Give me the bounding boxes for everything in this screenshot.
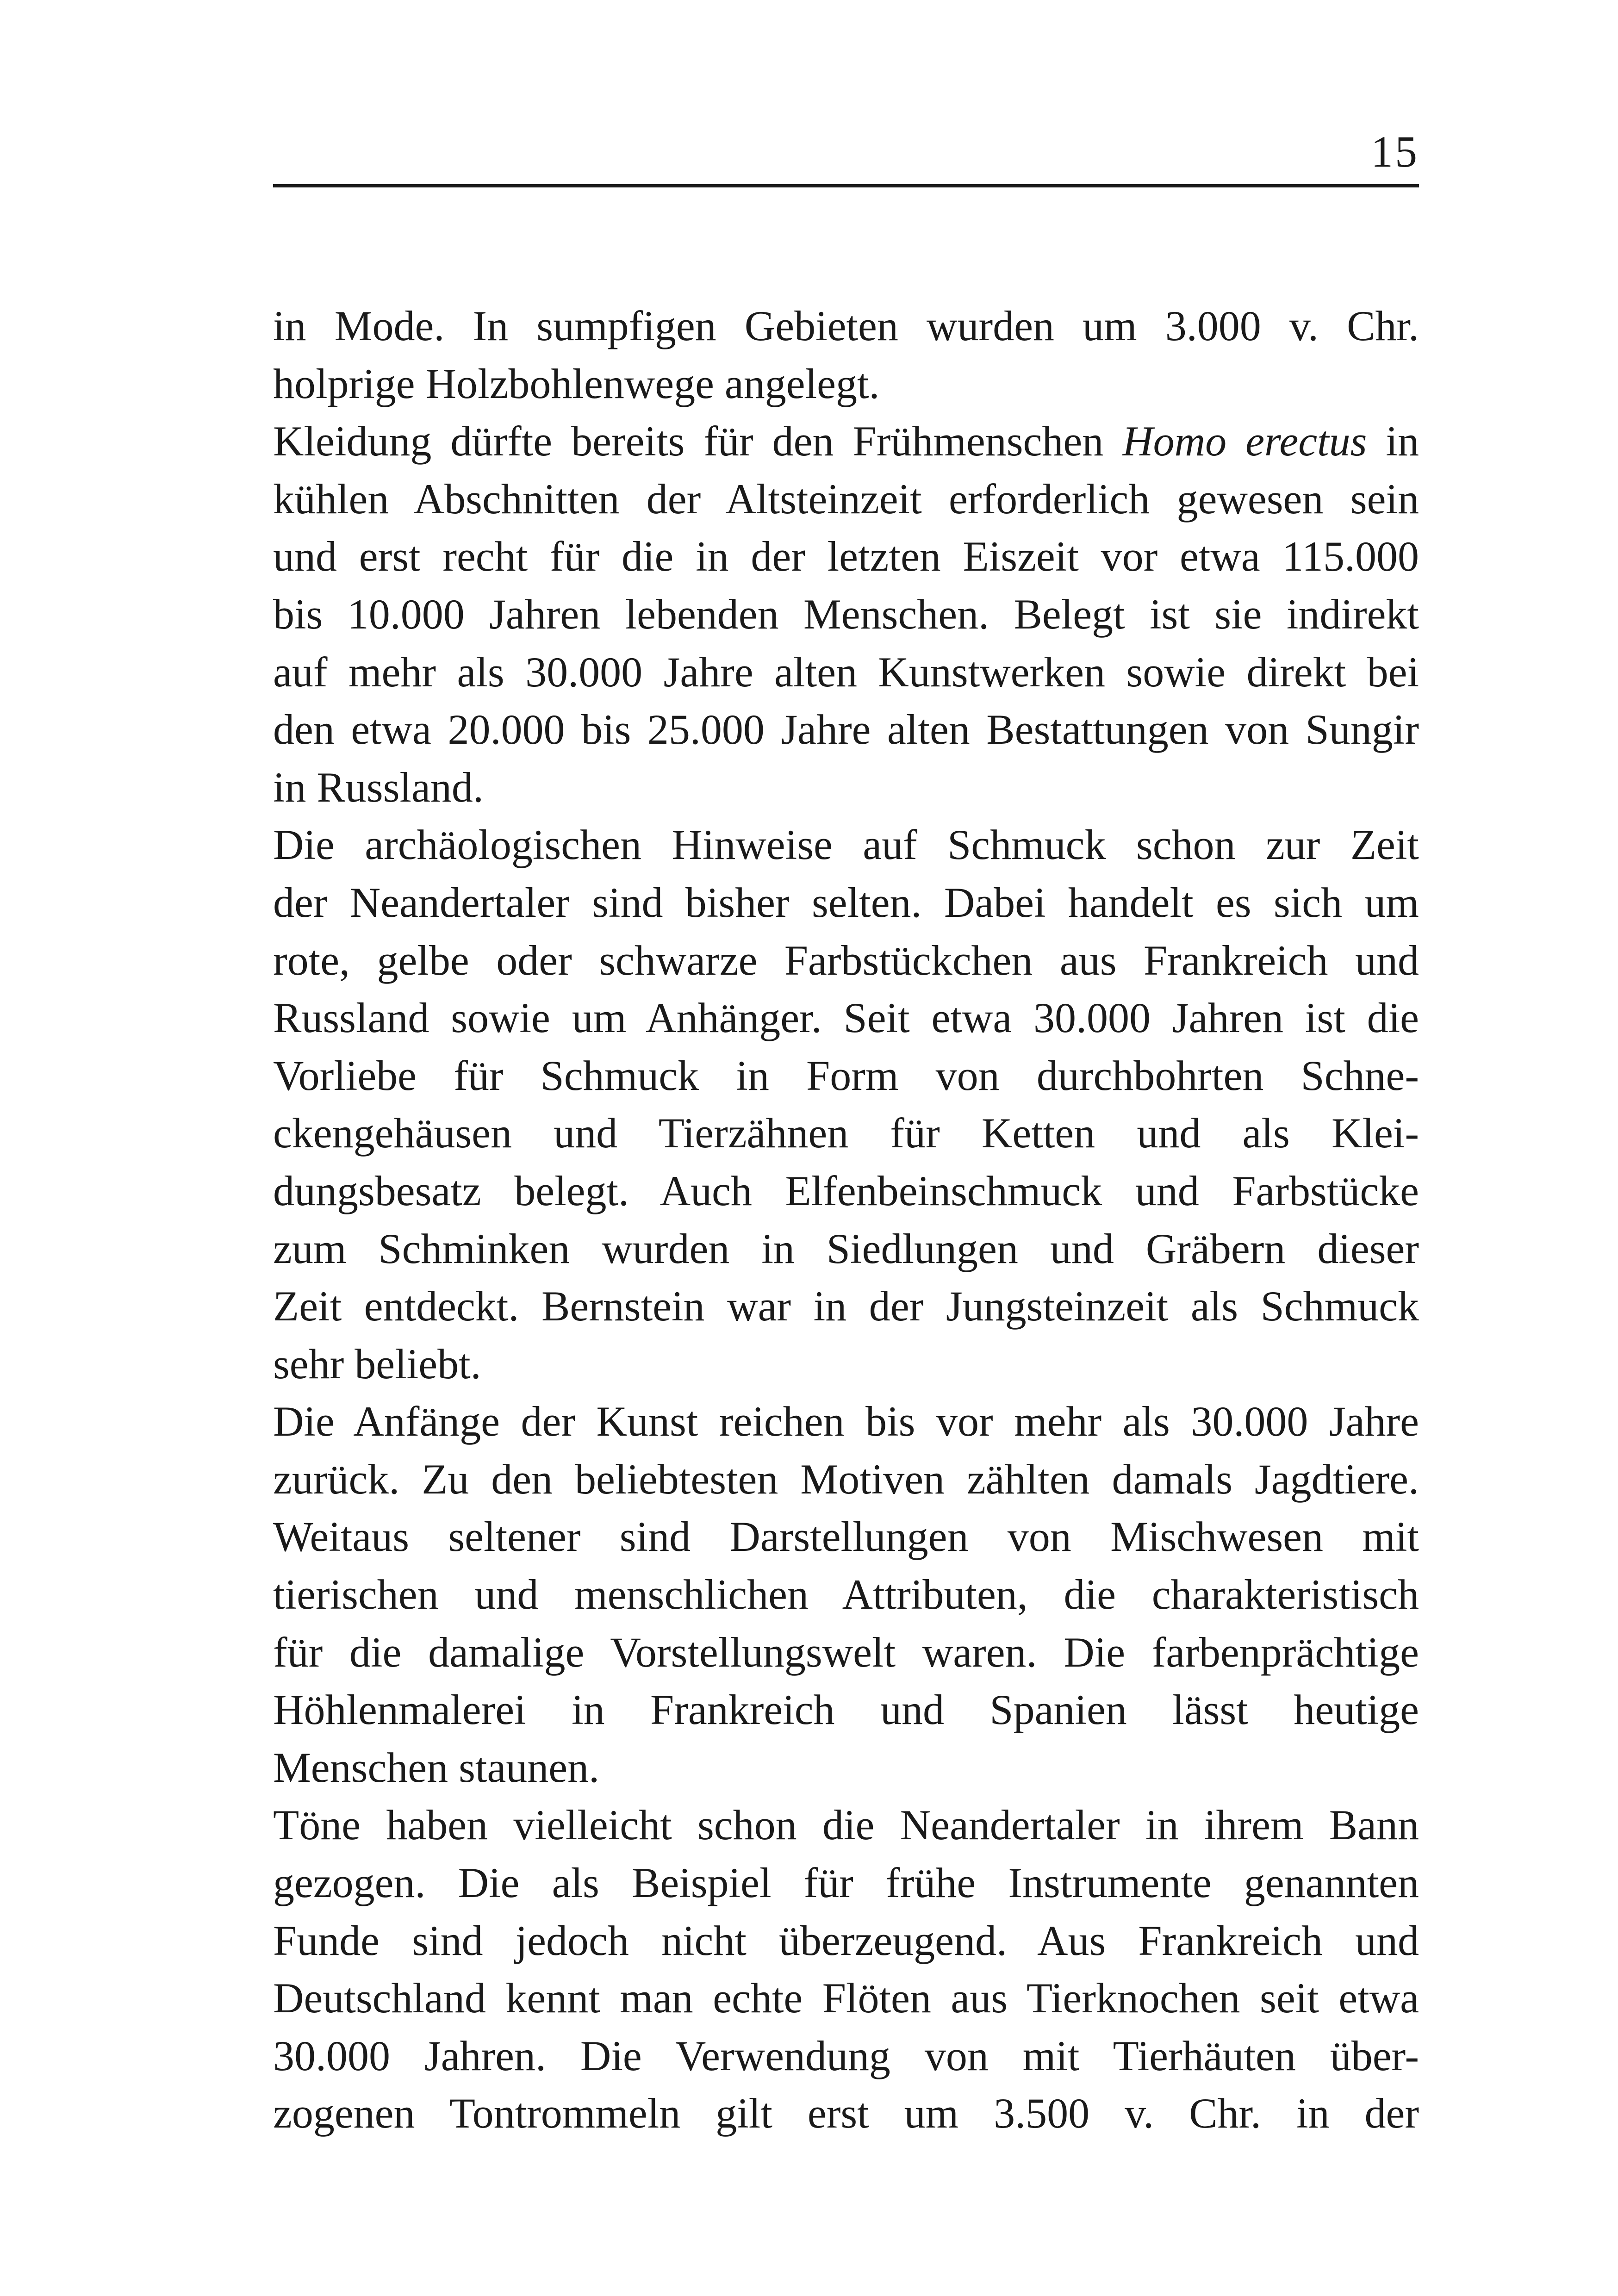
text-line: auf mehr als 30.000 Jahre alten Kunstwerken sowie direkt bei: [273, 648, 1419, 696]
text-line: der Neandertaler sind bisher selten. Dabei handelt es sich um: [273, 878, 1419, 926]
body-text: [273, 297, 1419, 2142]
text-line: Weitaus seltener sind Darstellungen von Mischwesen mit: [273, 1513, 1419, 1561]
text-line: Töne haben vielleicht schon die Neandertaler in ihrem Bann: [273, 1801, 1419, 1849]
text-line: und erst recht für die in der letzten Eiszeit vor etwa 115.000: [273, 533, 1419, 580]
text-line: zum Schminken wurden in Siedlungen und Gräbern dieser: [273, 1225, 1419, 1272]
text-line: sehr beliebt.: [273, 1340, 481, 1388]
text-line: Höhlenmalerei in Frankreich und Spanien lässt heutige: [273, 1686, 1419, 1734]
text-line: rote, gelbe oder schwarze Farbstückchen aus Frankreich und: [273, 936, 1419, 984]
text-line: gezogen. Die als Beispiel für frühe Instrumente genannten: [273, 1859, 1419, 1907]
text-line: bis 10.000 Jahren lebenden Menschen. Belegt ist sie indirekt: [273, 590, 1419, 638]
text-line: ckengehäusen und Tierzähnen für Ketten und als Klei-: [273, 1109, 1419, 1157]
italic-species-name: Homo erectus: [1122, 417, 1367, 465]
text-line: Funde sind jedoch nicht überzeugend. Aus Frankreich und: [273, 1916, 1419, 1964]
text-line: 30.000 Jahren. Die Verwendung von mit Tierhäuten über-: [273, 2032, 1419, 2079]
text-line: Deutschland kennt man echte Flöten aus Tierknochen seit etwa: [273, 1974, 1419, 2022]
text-line: den etwa 20.000 bis 25.000 Jahre alten Bestattungen von Sungir: [273, 706, 1419, 753]
text-line: Zeit entdeckt. Bernstein war in der Jungsteinzeit als Schmuck: [273, 1282, 1419, 1330]
text-line: in Russland.: [273, 763, 484, 811]
text-line: [273, 412, 1419, 470]
text-segment: Kleidung dürfte bereits für den Frühmenschen: [273, 417, 1123, 465]
text-line: tierischen und menschlichen Attributen, die charakteristisch: [273, 1571, 1419, 1618]
text-line: Menschen staunen.: [273, 1743, 600, 1791]
text-line: dungsbesatz belegt. Auch Elfenbeinschmuck und Farbstücke: [273, 1167, 1419, 1214]
text-line: zurück. Zu den beliebtesten Motiven zählten damals Jagdtiere.: [273, 1455, 1419, 1503]
text-line: Die Anfänge der Kunst reichen bis vor mehr als 30.000 Jahre: [273, 1398, 1419, 1445]
text-line: kühlen Abschnitten der Altsteinzeit erforderlich gewesen sein: [273, 475, 1419, 523]
text-segment: in: [1367, 417, 1419, 465]
text-line: Die archäologischen Hinweise auf Schmuck schon zur Zeit: [273, 821, 1419, 869]
page-number: 15: [1371, 127, 1419, 176]
text-line: Russland sowie um Anhänger. Seit etwa 30.000 Jahren ist die: [273, 994, 1419, 1042]
text-line: für die damalige Vorstellungswelt waren. Die farbenprächtige: [273, 1628, 1419, 1676]
text-line: in Mode. In sumpfigen Gebieten wurden um 3.000 v. Chr.: [273, 302, 1419, 349]
header-rule: [273, 184, 1419, 187]
text-line: Vorliebe für Schmuck in Form von durchbohrten Schne-: [273, 1052, 1419, 1099]
text-line: holprige Holzbohlenwege angelegt.: [273, 360, 880, 407]
text-line: zogenen Tontrommeln gilt erst um 3.500 v. Chr. in der: [273, 2090, 1419, 2137]
